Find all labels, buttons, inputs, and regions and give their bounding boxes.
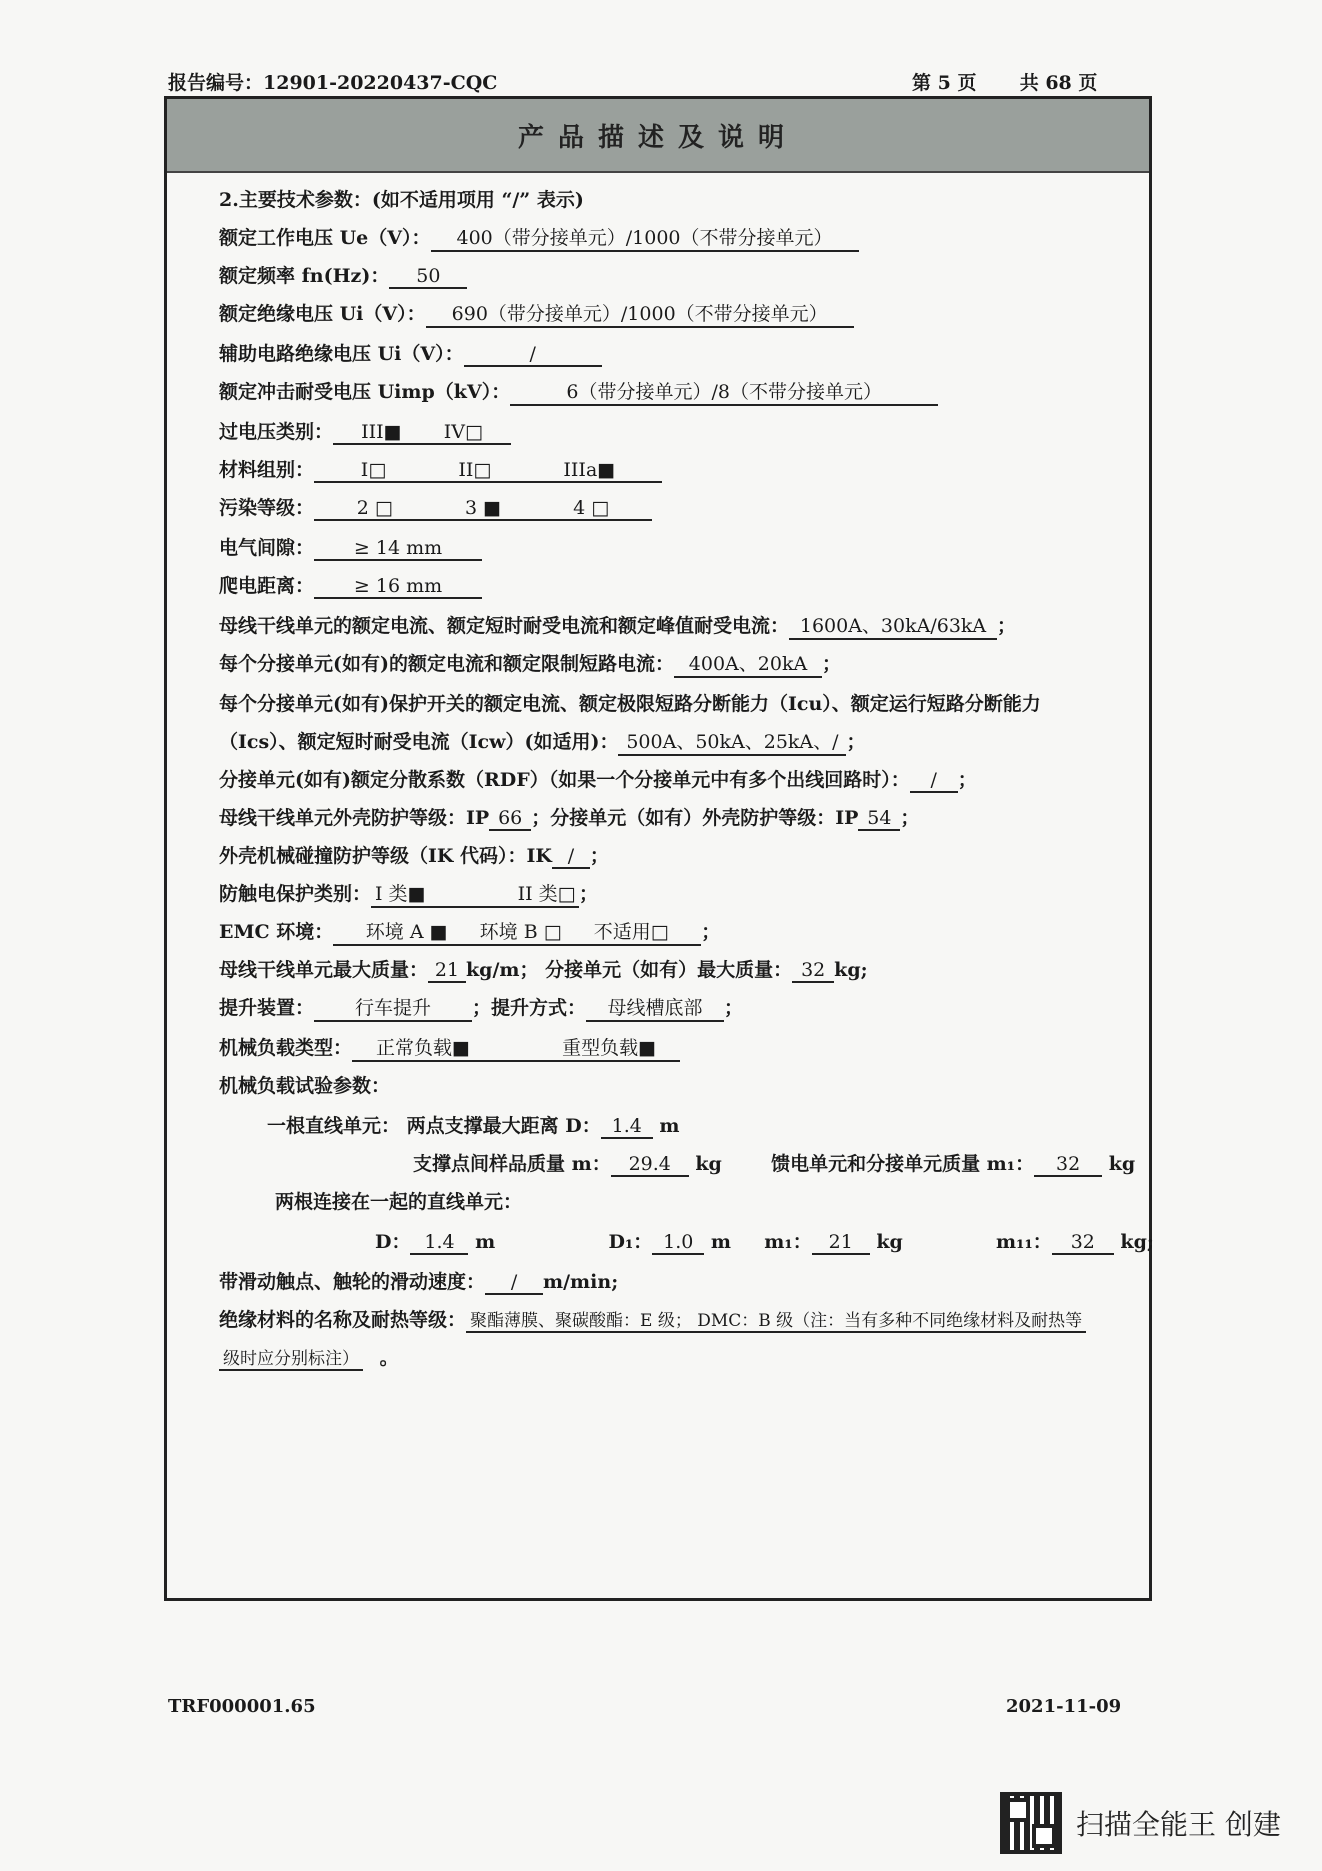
page-number: 第 5 页 <box>912 72 977 94</box>
checkbox-empty-icon <box>651 921 669 943</box>
max-mass: 母线干线单元最大质量： 21 kg/m； 分接单元（如有）最大质量： 32 kg; <box>219 959 868 981</box>
insulation-material-cont: 级时应分别标注） 。 <box>219 1343 399 1371</box>
rated-insulation-voltage: 额定绝缘电压 Ui（V）： 690（带分接单元）/1000（不带分接单元） <box>219 299 854 328</box>
sample-mass-value: 29.4 <box>611 1153 689 1177</box>
sliding-speed: 带滑动触点、触轮的滑动速度： / m/min; <box>219 1271 619 1293</box>
busbar-current-value: 1600A、30kA/63kA <box>789 611 997 640</box>
rated-voltage-ue: 额定工作电压 Ue（V）： 400（带分接单元）/1000（不带分接单元） <box>219 223 859 252</box>
checkbox-empty-icon <box>375 497 393 519</box>
ip-busbar-value: 66 <box>489 807 531 831</box>
tap-current: 每个分接单元(如有)的额定电流和额定限制短路电流： 400A、20kA ； <box>219 649 841 678</box>
clearance-value: ≥ 14 mm <box>314 537 482 561</box>
checkbox-empty-icon <box>473 459 491 481</box>
insulation-value-2: 级时应分别标注） <box>219 1344 363 1371</box>
checkbox-checked-icon <box>430 921 448 943</box>
overvoltage-category: 过电压类别： III ■ IV □ <box>219 417 511 445</box>
ui-value: 690（带分接单元）/1000（不带分接单元） <box>426 299 854 328</box>
two-d1-value: 1.0 <box>652 1231 704 1255</box>
qr-code-icon <box>1000 1792 1062 1854</box>
load-type: 机械负载类型： 正常负载 ■ 重型负载 ■ <box>219 1033 680 1062</box>
slide-value: / <box>485 1271 543 1295</box>
fn-value: 50 <box>389 265 467 289</box>
two-units-values: D： 1.4 m D₁： 1.0 m m₁： 21 kg m₁₁： 32 kg; <box>375 1231 1154 1253</box>
page-indicator <box>912 68 1097 95</box>
insulation-value-1: 聚酯薄膜、聚碳酸酯：E 级； DMC：B 级（注：当有多种不同绝缘材料及耐热等 <box>466 1306 1086 1333</box>
load-test-params: 机械负载试验参数： <box>219 1075 391 1097</box>
tap-current-value: 400A、20kA <box>674 649 822 678</box>
checkbox-checked-icon <box>483 497 501 519</box>
checkbox-empty-icon <box>591 497 609 519</box>
switch-rating-line2: （Ics）、额定短时耐受电流（Icw）(如适用)： 500A、50kA、25kA、/ ； <box>219 727 865 756</box>
impulse-voltage: 额定冲击耐受电压 Uimp（kV）： 6（带分接单元）/8（不带分接单元） <box>219 377 938 406</box>
checkbox-checked-icon <box>408 883 426 905</box>
two-m1-value: 21 <box>812 1231 870 1255</box>
watermark-text: 扫描全能王 创建 <box>1076 1808 1281 1841</box>
material-group: 材料组别： I □ II □ IIIa ■ <box>219 455 662 483</box>
checkbox-checked-icon <box>452 1037 470 1059</box>
single-unit-support: 一根直线单元： 两点支撑最大距离 D： 1.4 m <box>267 1115 680 1137</box>
emc-environment: EMC 环境： 环境 A ■ 环境 B □ 不适用 □ ； <box>219 917 720 946</box>
clearance: 电气间隙： ≥ 14 mm <box>219 533 482 561</box>
creepage: 爬电距离： ≥ 16 mm <box>219 571 482 599</box>
footer-form-code: TRF000001.65 <box>168 1696 316 1717</box>
ip-tap-value: 54 <box>858 807 900 831</box>
aux-insulation-voltage: 辅助电路绝缘电压 Ui（V）： / <box>219 339 602 367</box>
rated-frequency: 额定频率 fn(Hz)： 50 <box>219 261 467 289</box>
lift-method-value: 母线槽底部 <box>586 993 724 1022</box>
checkbox-empty-icon <box>368 459 386 481</box>
insulation-material: 绝缘材料的名称及耐热等级： 聚酯薄膜、聚碳酸酯：E 级； DMC：B 级（注：当有多种不同绝缘材料及耐热等 <box>219 1305 1086 1333</box>
sample-mass: 支撑点间样品质量 m： 29.4 kg 馈电单元和分接单元质量 m₁： 32 kg <box>413 1153 1136 1175</box>
checkbox-empty-icon <box>465 421 483 443</box>
footer-date: 2021-11-09 <box>1006 1696 1122 1717</box>
shock-protection: 防触电保护类别： I 类 ■ II 类 □ ； <box>219 879 598 908</box>
rdf: 分接单元(如有)额定分散系数（RDF）（如果一个分接单元中有多个出线回路时）： / ； <box>219 769 977 791</box>
checkbox-checked-icon <box>384 421 402 443</box>
checkbox-empty-icon <box>544 921 562 943</box>
rdf-value: / <box>910 769 958 793</box>
feed-mass-value: 32 <box>1034 1153 1102 1177</box>
ik-value: / <box>552 845 590 869</box>
ik-rating: 外壳机械碰撞防护等级（IK 代码）：IK / ； <box>219 845 609 867</box>
ue-value: 400（带分接单元）/1000（不带分接单元） <box>431 223 859 252</box>
lift-device-value: 行车提升 <box>314 993 472 1022</box>
two-m11-value: 32 <box>1052 1231 1114 1255</box>
checkbox-checked-icon <box>597 459 615 481</box>
document-frame <box>164 96 1152 1601</box>
mass-tap-value: 32 <box>792 959 834 983</box>
scanner-watermark <box>1000 1792 1281 1854</box>
uimp-value: 6（带分接单元）/8（不带分接单元） <box>510 377 938 406</box>
ip-rating: 母线干线单元外壳防护等级：IP 66 ；分接单元（如有）外壳防护等级：IP 54 ； <box>219 807 920 829</box>
report-number: 报告编号：12901-20220437-CQC <box>168 72 498 94</box>
lifting: 提升装置： 行车提升 ；提升方式： 母线槽底部 ； <box>219 993 743 1022</box>
busbar-current: 母线干线单元的额定电流、额定短时耐受电流和额定峰值耐受电流： 1600A、30kA/63kA ； <box>219 611 1016 640</box>
mass-busbar-value: 21 <box>428 959 466 983</box>
checkbox-checked-icon <box>638 1037 656 1059</box>
page-total: 共 68 页 <box>1019 72 1098 94</box>
pollution-degree: 污染等级： 2 □ 3 ■ 4 □ <box>219 493 652 521</box>
aux-value: / <box>464 343 602 367</box>
checkbox-empty-icon <box>558 883 576 905</box>
creepage-value: ≥ 16 mm <box>314 575 482 599</box>
switch-rating-line1: 每个分接单元(如有)保护开关的额定电流、额定极限短路分断能力（Icu）、额定运行短路分断能力 <box>219 693 1041 715</box>
two-units-label: 两根连接在一起的直线单元： <box>275 1191 523 1213</box>
two-d-value: 1.4 <box>410 1231 468 1255</box>
section-title: 产品描述及说明 <box>167 99 1149 173</box>
switch-value: 500A、50kA、25kA、/ <box>618 727 846 756</box>
d-max-value: 1.4 <box>601 1115 653 1139</box>
section-heading: 2.主要技术参数：(如不适用项用 “/” 表示) <box>219 189 584 211</box>
